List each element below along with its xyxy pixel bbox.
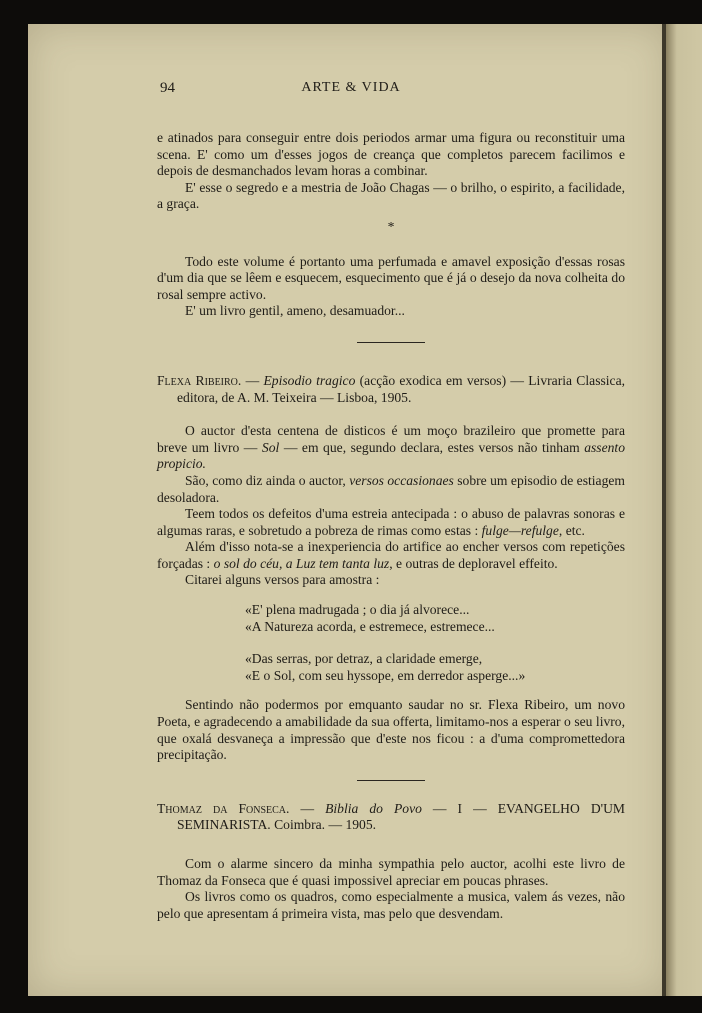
text-run: São, como diz ainda o auctor, <box>185 472 350 488</box>
text-run: — em que, segundo declara, estes versos não tinham <box>279 439 585 455</box>
paragraph: Citarei alguns versos para amostra : <box>185 572 380 588</box>
entry-details: — I — EVANGELHO D'UM SEMINARISTA. Coimbra. — 1905. <box>177 800 625 833</box>
text-run: , e outras de deploravel effeito. <box>389 555 558 571</box>
paragraph <box>157 423 625 473</box>
text-italic: versos occasionaes <box>349 472 454 488</box>
paragraph: Todo este volume é portanto uma perfumada e amavel exposição d'essas rosas d'um dia que se lêem e esquecem, esquecimento que é já o desejo da nova colheita do rosal sempre activo. <box>157 253 625 302</box>
entry-details: (acção exodica em versos) — Livraria Classica, editora, de A. M. Teixeira — Lisboa, 1905. <box>177 372 626 405</box>
text-run: O auctor d'esta centena de disticos é um moço brazileiro que promette para breve um livro — <box>157 423 625 455</box>
paragraph <box>157 506 625 539</box>
page-number: 94 <box>160 80 175 96</box>
verse-line: «A Natureza acorda, e estremece, estremece... <box>245 618 495 634</box>
verse-line: «Das serras, por detraz, a claridade emerge, <box>245 651 483 667</box>
entry-dash: — <box>241 372 264 388</box>
review-entry-heading <box>157 801 625 834</box>
section-separator-star: * <box>387 218 395 234</box>
verse-line: «E' plena madrugada ; o dia já alvorece... <box>245 602 470 618</box>
paragraph: Com o alarme sincero da minha sympathia pelo auctor, acolhi este livro de Thomaz da Fonseca que é quasi impossivel apreciar em poucas phrases. <box>157 856 625 888</box>
paragraph: Os livros como os quadros, como especialmente a musica, valem ás vezes, não pelo que apresentam á primeira vista, mas pelo que desvendam. <box>157 889 625 921</box>
entry-title: Biblia do Povo <box>325 800 422 816</box>
page-body <box>157 130 625 922</box>
paragraph: E' um livro gentil, ameno, desamuador... <box>185 303 405 319</box>
text-italic: o sol do céu, a Luz tem tanta luz <box>213 555 390 571</box>
entry-dash: — <box>289 800 326 816</box>
text-italic: assento propicio. <box>157 439 625 472</box>
paragraph: e atinados para conseguir entre dois periodos armar uma figura ou reconstituir uma scena. E' como um d'esses jogos de creança que completos parecem facilimos e depois de desmanchados levam horas a combinar. <box>157 130 625 179</box>
text-run: Além d'isso nota-se a inexperiencia do artifice ao encher versos com repetições forçadas : <box>157 539 625 571</box>
running-title: ARTE & VIDA <box>301 80 401 95</box>
review-entry-heading <box>157 373 625 406</box>
facing-page-edge <box>666 24 702 996</box>
paragraph <box>157 473 625 506</box>
entry-author: Thomaz da Fonseca. <box>157 800 290 816</box>
text-italic: fulge—refulge <box>481 522 559 538</box>
entry-author: Flexa Ribeiro. <box>157 372 242 388</box>
paragraph: E' esse o segredo e a mestria de João Chagas — o brilho, o espirito, a facilidade, a graça. <box>157 179 625 212</box>
verse-line: «E o Sol, com seu hyssope, em derredor asperge...» <box>245 667 526 683</box>
paragraph: Sentindo não podermos por emquanto saudar no sr. Flexa Ribeiro, um novo Poeta, e agradecendo a amabilidade da sua offerta, limitamo-nos a esperar o seu livro, que oxalá desvaneça a impressão que d'este nos ficou : a d'uma compromettedora precipitação. <box>157 697 625 763</box>
entry-title: Episodio tragico <box>263 372 356 388</box>
text-run: sobre um episodio de estiagem desoladora. <box>157 472 625 505</box>
text-run: Teem todos os defeitos d'uma estreia antecipada : o abuso de palavras sonoras e algumas raras, e sobretudo a pobreza de rimas como estas : <box>157 506 625 538</box>
text-run: , etc. <box>558 522 585 538</box>
paragraph <box>157 539 625 572</box>
verse-quote <box>157 602 625 684</box>
text-italic: Sol <box>261 439 280 455</box>
